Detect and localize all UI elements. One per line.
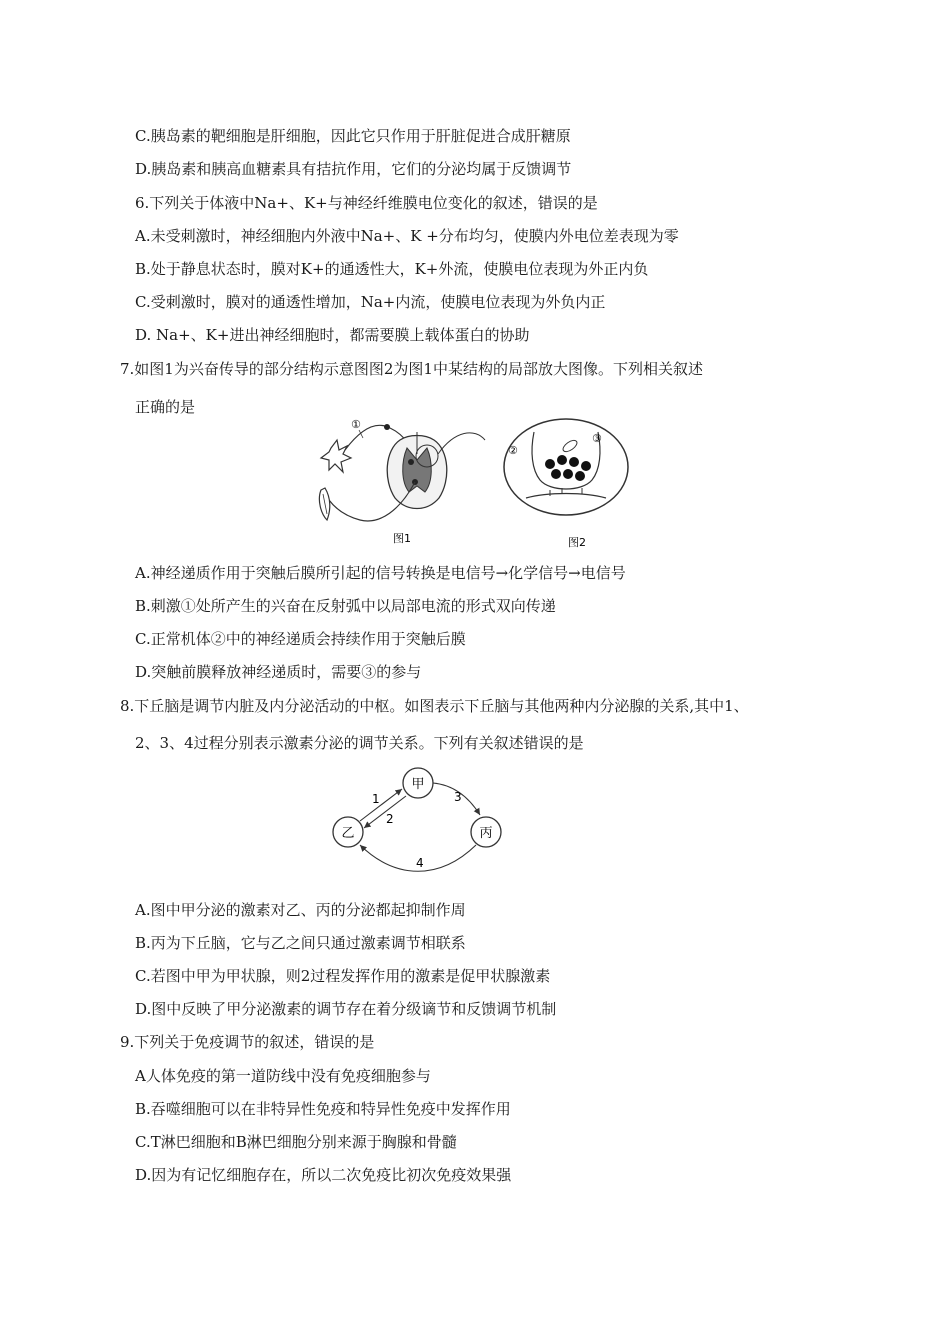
edge-2-arrow bbox=[364, 796, 406, 828]
q7-figure-1 bbox=[315, 410, 485, 550]
edge-1-arrow bbox=[360, 789, 402, 821]
node-bing-label: 丙 bbox=[479, 826, 493, 841]
synapse-enlargement bbox=[504, 419, 628, 515]
q6-option-a: A.未受刺激时，神经细胞内外液中Na+、K +分布均匀，使膜内外电位差表现为零 bbox=[135, 227, 679, 245]
q8-stem-line1: 8.下丘脑是调节内脏及内分泌活动的中枢。如图表示下丘脑与其他两种内分泌腺的关系,其中1、 bbox=[120, 697, 749, 715]
q8-diagram bbox=[330, 765, 510, 880]
q9-stem: 9.下列关于免疫调节的叙述，错误的是 bbox=[120, 1033, 375, 1051]
q6-option-b: B.处于静息状态时，膜对K+的通透性大，K+外流，使膜电位表现为外正内负 bbox=[135, 260, 649, 278]
q7-figure-2 bbox=[500, 412, 635, 552]
q7-option-c: C.正常机体②中的神经递质会持续作用于突触后膜 bbox=[135, 630, 466, 648]
q7-option-b: B.刺激①处所产生的兴奋在反射弧中以局部电流的形式双向传递 bbox=[135, 597, 556, 615]
figure-mark-3: ③ bbox=[592, 432, 602, 445]
q6-option-d: D. Na+、K+进出神经细胞时，都需要膜上载体蛋白的协助 bbox=[135, 326, 530, 344]
figure-2-caption: 图2 bbox=[568, 536, 586, 549]
node-yi-label: 乙 bbox=[341, 826, 355, 841]
figure-mark-2: ② bbox=[508, 444, 518, 457]
q7-stem-line2: 正确的是 bbox=[135, 398, 196, 416]
q7-stem-line1: 7.如图1为兴奋传导的部分结构示意图图2为图1中某结构的局部放大图像。下列相关叙述 bbox=[120, 360, 703, 378]
receptor-icon bbox=[321, 440, 351, 472]
figure-1-caption: 图1 bbox=[393, 532, 411, 545]
q8-option-d: D.图中反映了甲分泌激素的调节存在着分级谪节和反馈调节机制 bbox=[135, 1000, 557, 1018]
q7-option-d: D.突触前膜释放神经递质时，需要③的参与 bbox=[135, 663, 422, 681]
q9-option-c: C.T淋巴细胞和B淋巴细胞分别来源于胸腺和骨髓 bbox=[135, 1133, 457, 1151]
q8-stem-line2: 2、3、4过程分别表示激素分泌的调节关系。下列有关叙述错误的是 bbox=[135, 734, 584, 752]
figure-mark-1: ① bbox=[351, 418, 361, 431]
effector-icon bbox=[319, 488, 329, 520]
edge-1-label: 1 bbox=[372, 792, 380, 806]
q5-option-c: C.胰岛素的靶细胞是肝细胞，因此它只作用于肝脏促进合成肝糖原 bbox=[135, 127, 571, 145]
edge-3-label: 3 bbox=[454, 790, 462, 804]
q7-option-a: A.神经递质作用于突触后膜所引起的信号转换是电信号→化学信号→电信号 bbox=[135, 564, 626, 582]
q9-option-d: D.因为有记忆细胞存在，所以二次免疫比初次免疫效果强 bbox=[135, 1166, 512, 1184]
q6-option-c: C.受刺激时，膜对的通透性增加，Na+内流，使膜电位表现为外负内正 bbox=[135, 293, 606, 311]
q8-option-b: B.丙为下丘脑，它与乙之间只通过激素调节相联系 bbox=[135, 934, 466, 952]
q6-stem: 6.下列关于体液中Na+、K+与神经纤维膜电位变化的叙述，错误的是 bbox=[135, 194, 598, 212]
q8-option-c: C.若图中甲为甲状腺，则2过程发挥作用的激素是促甲状腺激素 bbox=[135, 967, 551, 985]
q9-option-a: A人体免疫的第一道防线中没有免疫细胞参与 bbox=[135, 1067, 431, 1085]
edge-2-label: 2 bbox=[386, 812, 394, 826]
node-jia-label: 甲 bbox=[411, 777, 425, 792]
q5-option-d: D.胰岛素和胰高血糖素具有拮抗作用，它们的分泌均属于反馈调节 bbox=[135, 160, 572, 178]
q8-option-a: A.图中甲分泌的激素对乙、丙的分泌都起抑制作周 bbox=[135, 901, 466, 919]
edge-4-label: 4 bbox=[416, 856, 424, 870]
q9-option-b: B.吞噬细胞可以在非特异性免疫和特异性免疫中发挥作用 bbox=[135, 1100, 511, 1118]
